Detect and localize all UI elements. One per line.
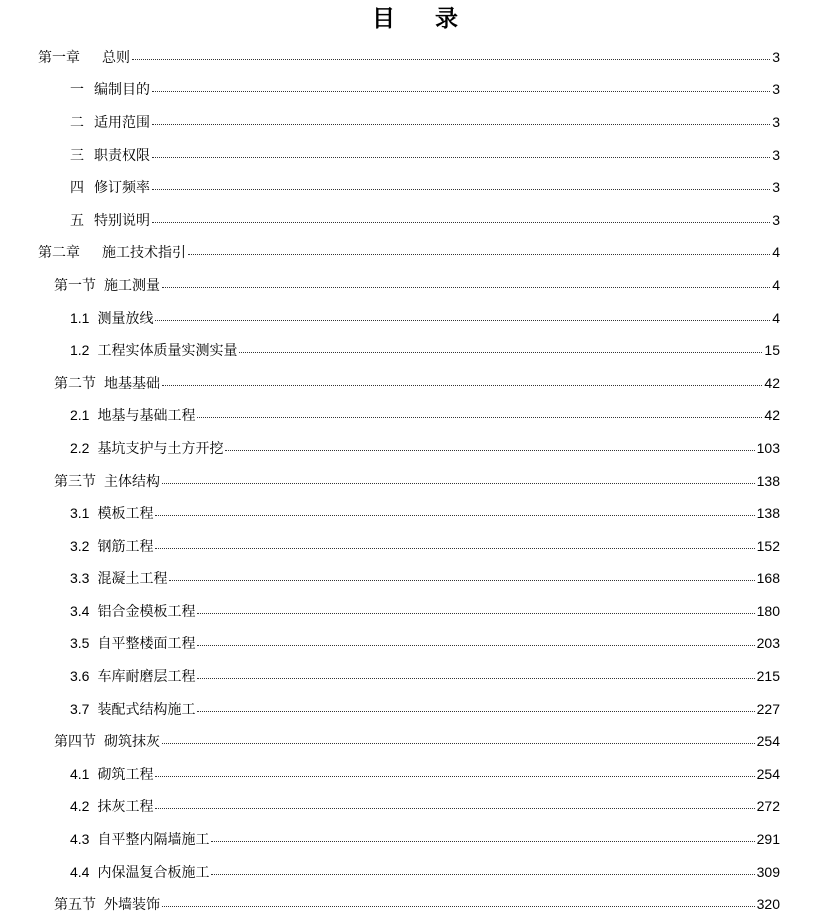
toc-entry[interactable] <box>0 660 830 693</box>
dot-leader <box>162 286 770 288</box>
dot-leader <box>152 123 770 125</box>
toc-entry[interactable] <box>0 302 830 335</box>
dot-leader <box>211 873 754 875</box>
toc-entry[interactable] <box>0 595 830 628</box>
toc-entry-number: 4.2 <box>70 798 90 815</box>
toc-entry-number: 4.3 <box>70 831 90 848</box>
dot-leader <box>152 221 770 223</box>
toc-entry-title: 铝合金模板工程 <box>97 603 196 620</box>
dot-leader <box>152 90 770 92</box>
toc-entry[interactable] <box>0 204 830 237</box>
toc-entry-page-number: 42 <box>764 407 780 424</box>
toc-entry-title: 基坑支护与土方开挖 <box>97 440 224 457</box>
toc-entry-number: 第二章 <box>38 245 80 262</box>
toc-entry[interactable] <box>0 823 830 856</box>
dot-leader <box>197 677 754 679</box>
toc-entry-page-number: 4 <box>772 309 780 326</box>
dot-leader <box>239 351 762 353</box>
toc-entry-title: 总则 <box>102 49 130 66</box>
toc-entry-number: 四 <box>70 180 84 197</box>
toc-entry-page-number: 138 <box>756 472 780 489</box>
toc-entry[interactable] <box>0 758 830 791</box>
dot-leader <box>197 612 754 614</box>
toc-entry-page-number: 152 <box>756 537 780 554</box>
toc-entry[interactable] <box>0 269 830 302</box>
toc-entry-title: 职责权限 <box>94 147 150 164</box>
toc-entry[interactable] <box>0 791 830 824</box>
toc-entry-page-number: 291 <box>756 831 780 848</box>
toc-entry[interactable] <box>0 465 830 498</box>
toc-entry-page-number: 180 <box>756 602 780 619</box>
toc-entry-page-number: 3 <box>772 113 780 130</box>
toc-entry[interactable] <box>0 497 830 530</box>
dot-leader <box>197 710 754 712</box>
toc-entry-page-number: 3 <box>772 211 780 228</box>
toc-entry-page-number: 227 <box>756 700 780 717</box>
toc-entry-number: 第三节 <box>54 473 96 490</box>
dot-leader <box>162 482 755 484</box>
toc-entry-number: 三 <box>70 147 84 164</box>
dot-leader <box>155 547 754 549</box>
toc-entry-number: 第四节 <box>54 734 96 751</box>
toc-entry[interactable] <box>0 856 830 889</box>
dot-leader <box>211 840 754 842</box>
toc-entry-page-number: 3 <box>772 81 780 98</box>
toc-entry-title: 施工测量 <box>104 277 160 294</box>
toc-entry-page-number: 254 <box>756 765 780 782</box>
toc-entry-page-number: 42 <box>764 374 780 391</box>
toc-entry-title: 砌筑工程 <box>97 766 154 783</box>
toc-entry-number: 3.6 <box>70 668 90 685</box>
toc-entry-title: 抹灰工程 <box>97 799 154 816</box>
toc-entry-title: 砌筑抹灰 <box>104 734 160 751</box>
toc-entry-number: 3.4 <box>70 602 90 619</box>
toc-entry[interactable] <box>0 106 830 139</box>
toc-entry[interactable] <box>0 888 830 921</box>
toc-entry-page-number: 103 <box>756 439 780 456</box>
toc-entry[interactable] <box>0 139 830 172</box>
dot-leader <box>155 319 770 321</box>
dot-leader <box>152 156 770 158</box>
toc-entry-page-number: 168 <box>756 570 780 587</box>
toc-entry[interactable] <box>0 367 830 400</box>
dot-leader <box>155 807 754 809</box>
dot-leader <box>155 514 754 516</box>
toc-entry[interactable] <box>0 334 830 367</box>
toc-entry-number: 一 <box>70 82 84 99</box>
toc-entry[interactable] <box>0 74 830 107</box>
dot-leader <box>152 188 770 190</box>
toc-entry-number: 第一节 <box>54 277 96 294</box>
toc-entry[interactable] <box>0 628 830 661</box>
toc-entry-number: 4.1 <box>70 765 90 782</box>
toc-entry-title: 编制目的 <box>94 82 150 99</box>
toc-entry-page-number: 3 <box>772 48 780 65</box>
toc-entry-page-number: 215 <box>756 668 780 685</box>
toc-entry-title: 自平整内隔墙施工 <box>97 832 210 849</box>
dot-leader <box>132 58 770 60</box>
toc-entry-title: 适用范围 <box>94 114 150 131</box>
page-title: 目 录 <box>371 5 474 32</box>
toc-entry-page-number: 254 <box>756 733 780 750</box>
toc-entry-title: 装配式结构施工 <box>97 701 196 718</box>
toc-entry[interactable] <box>0 400 830 433</box>
toc-entry-page-number: 3 <box>772 146 780 163</box>
toc-entry[interactable] <box>0 725 830 758</box>
toc-entry-title: 混凝土工程 <box>97 571 168 588</box>
dot-leader <box>162 384 762 386</box>
toc-entry-title: 修订频率 <box>94 180 150 197</box>
toc-entry-title: 外墙装饰 <box>104 897 160 914</box>
toc-entry-page-number: 4 <box>772 276 780 293</box>
dot-leader <box>155 775 754 777</box>
toc-entry-title: 地基与基础工程 <box>97 408 196 425</box>
toc-entry-title: 特别说明 <box>94 212 150 229</box>
toc-entry-number: 2.1 <box>70 407 90 424</box>
toc-entry-title: 车库耐磨层工程 <box>97 669 196 686</box>
toc-entry-page-number: 4 <box>772 244 780 261</box>
toc-entry-number: 3.3 <box>70 570 90 587</box>
toc-entry[interactable] <box>0 563 830 596</box>
toc-entry-page-number: 203 <box>756 635 780 652</box>
toc-entry-number: 第五节 <box>54 897 96 914</box>
toc-entry[interactable] <box>0 693 830 726</box>
toc-entry-title: 主体结构 <box>104 473 160 490</box>
toc-entry-number: 第二节 <box>54 375 96 392</box>
dot-leader <box>197 416 762 418</box>
toc-entry-number: 1.2 <box>70 342 90 359</box>
dot-leader <box>169 579 754 581</box>
toc-entry-number: 4.4 <box>70 863 90 880</box>
dot-leader <box>162 742 755 744</box>
toc-entry-title: 钢筋工程 <box>97 538 154 555</box>
toc-entry-page-number: 309 <box>756 863 780 880</box>
toc-entry-number: 2.2 <box>70 439 90 456</box>
toc-entry-page-number: 272 <box>756 798 780 815</box>
dot-leader <box>225 449 754 451</box>
toc-entry-title: 地基基础 <box>104 375 160 392</box>
dot-leader <box>197 644 754 646</box>
toc-entry-number: 3.2 <box>70 537 90 554</box>
toc-entry-number: 3.1 <box>70 505 90 522</box>
toc-entry-title: 施工技术指引 <box>102 245 186 262</box>
toc-entry[interactable] <box>0 41 830 74</box>
toc-entry-title: 工程实体质量实测实量 <box>97 343 238 360</box>
toc-entry-number: 二 <box>70 114 84 131</box>
toc-entry-title: 模板工程 <box>97 506 154 523</box>
toc-entry[interactable] <box>0 237 830 270</box>
toc-entry-title: 内保温复合板施工 <box>97 864 210 881</box>
toc-entry-page-number: 138 <box>756 505 780 522</box>
toc-entry-number: 1.1 <box>70 309 90 326</box>
dot-leader <box>162 905 755 907</box>
dot-leader <box>188 253 770 255</box>
toc-entry-title: 自平整楼面工程 <box>97 636 196 653</box>
toc-entry-title: 测量放线 <box>97 310 154 327</box>
toc-entry-number: 3.5 <box>70 635 90 652</box>
table-of-contents <box>0 41 830 921</box>
toc-entry-page-number: 3 <box>772 179 780 196</box>
toc-entry-number: 五 <box>70 212 84 229</box>
toc-entry-page-number: 320 <box>756 896 780 913</box>
toc-entry-number: 第一章 <box>38 49 80 66</box>
toc-entry[interactable] <box>0 171 830 204</box>
toc-entry-number: 3.7 <box>70 700 90 717</box>
toc-entry[interactable] <box>0 530 830 563</box>
toc-entry[interactable] <box>0 432 830 465</box>
toc-entry-page-number: 15 <box>764 342 780 359</box>
